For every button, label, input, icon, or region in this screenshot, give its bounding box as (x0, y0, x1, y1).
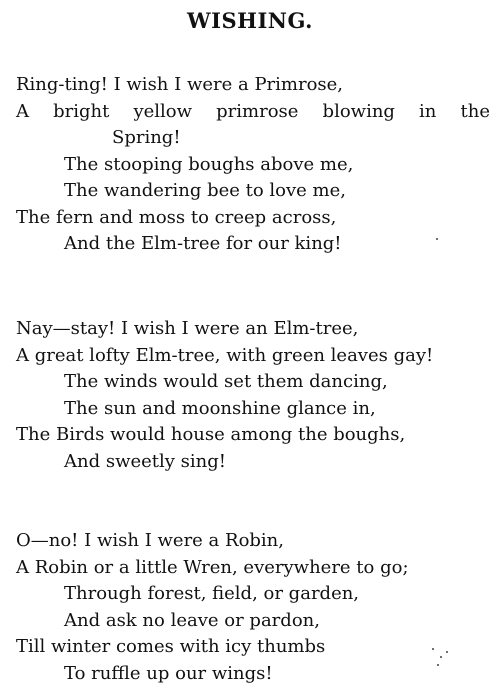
poem-line: And sweetly sing! (64, 450, 227, 472)
poem-line: The winds would set them dancing, (64, 371, 388, 392)
poem-line: Through forest, field, or garden, (64, 583, 360, 604)
poem-title: WISHING. (187, 8, 313, 33)
poem-line: Nay—stay! I wish I were an Elm-tree, (16, 318, 359, 339)
print-speck (436, 238, 438, 240)
poem-line: The fern and moss to creep across, (16, 206, 337, 228)
poem-line: Till winter comes with icy thumbs (16, 636, 326, 657)
poem-line: The Birds would house among the boughs, (16, 424, 406, 445)
poem-line: The stooping boughs above me, (64, 153, 354, 175)
poem-line: A great lofty Elm-tree, with green leaves gay! (16, 344, 434, 366)
poem-line: The wandering bee to love me, (64, 180, 346, 201)
poem-line: And the Elm-tree for our king! (64, 233, 342, 254)
stanza-3 (16, 528, 490, 687)
stanza-2 (16, 316, 490, 475)
print-speck (446, 651, 448, 653)
poem-line: Ring-ting! I wish I were a Primrose, (16, 74, 344, 95)
print-speck (437, 664, 439, 666)
print-speck (432, 648, 434, 650)
poem-line: O—no! I wish I were a Robin, (16, 530, 284, 551)
print-speck (440, 656, 442, 658)
poem-line: A Robin or a little Wren, everywhere to go; (16, 556, 409, 578)
stanza-1 (16, 72, 490, 258)
poem-line: Spring! (112, 127, 181, 148)
poem-line: A bright yellow primrose blowing in the (16, 100, 490, 122)
poem-line: The sun and moonshine glance in, (64, 397, 376, 419)
poem-line: To ruffle up our wings! (64, 662, 273, 684)
poem-line: And ask no leave or pardon, (64, 609, 320, 631)
